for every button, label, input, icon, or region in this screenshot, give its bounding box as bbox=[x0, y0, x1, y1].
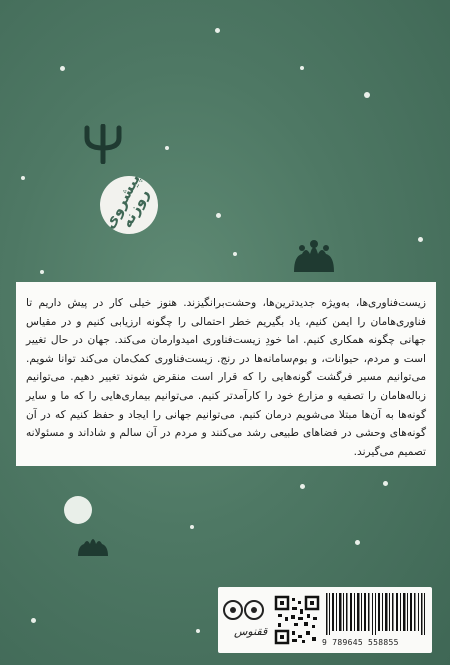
decor-dot bbox=[300, 484, 305, 489]
sprout-icon bbox=[76, 532, 110, 558]
decor-dot bbox=[418, 237, 423, 242]
isbn-number: 9 789645 558855 bbox=[322, 638, 399, 647]
decor-dot bbox=[383, 481, 388, 486]
publisher-logo bbox=[90, 166, 168, 244]
publisher-mark: ققنوس bbox=[234, 625, 268, 638]
blurb-text: زیست‌فناوری‌ها، به‌ویژه جدیدترین‌ها، وحشت‌برانگیزند. هنوز خیلی کار در پیش داریم تا فناوری‌هامان را ایمن کنیم، یاد بگیریم خطر احتمالی را چگونه ارزیابی کنیم و در مقیاس جهانی چگونه همکاری کنیم. اما خودِ زیست‌فناوری امیدوارمان می‌کند. جهان در حال تغییر است و مردم، حیوانات، و بوم‌سامانه‌ها در رنج. زیست‌فناوری کمک‌مان می‌کند توانا شویم. می‌توانیم مسیر فرگشت گونه‌هایی را که قرار است منقرض شوند تغییر دهیم. می‌توانیم زباله‌هامان را تصفیه و مزارع خود را کارآمدتر کنیم. می‌توانیم بیماری‌هایی را که ما و سایر گونه‌ها به آن‌ها مبتلا می‌شویم درمان کنیم. می‌توانیم جهانی را ایجاد و حفظ کنیم که در آن گونه‌های وحشی در فضاهای طبیعی رشد می‌کنند و مردم در آن سالم و شاداند و مسئولانه تصمیم می‌گیرند. bbox=[26, 297, 426, 458]
decor-dot bbox=[233, 252, 237, 256]
decor-dot bbox=[355, 540, 360, 545]
decor-dot bbox=[190, 525, 194, 529]
decor-dot bbox=[21, 176, 25, 180]
decor-dot bbox=[364, 92, 370, 98]
decor-dot bbox=[40, 270, 44, 274]
blurb-panel bbox=[16, 282, 436, 466]
isbn-barcode bbox=[324, 593, 428, 635]
decor-dot bbox=[64, 496, 92, 524]
decor-dot bbox=[300, 66, 304, 70]
trident-icon bbox=[84, 124, 122, 164]
decor-dot bbox=[196, 629, 200, 633]
publisher-emblem-icon bbox=[222, 599, 266, 621]
decor-dot bbox=[60, 66, 65, 71]
qr-code bbox=[274, 595, 320, 645]
decor-dot bbox=[31, 618, 36, 623]
decor-dot bbox=[215, 28, 220, 33]
decor-dot bbox=[216, 213, 221, 218]
decor-dot bbox=[165, 146, 169, 150]
coral-icon bbox=[292, 238, 336, 274]
publisher-logo-text: پیشروی روزنه bbox=[100, 170, 153, 232]
